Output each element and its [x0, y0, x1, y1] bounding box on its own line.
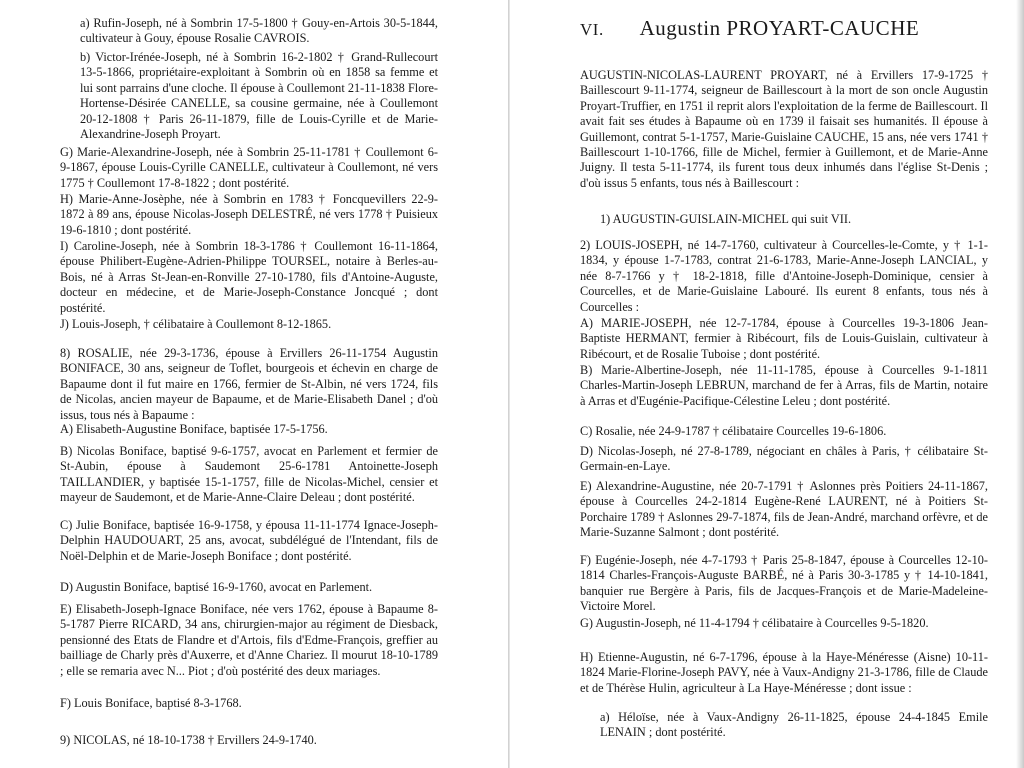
entry-i-caroline-joseph: I) Caroline-Joseph, née à Sombrin 18-3-1786 † Coullemont 16-11-1864, épouse Philibert-Eugène-Adrien-Philippe TOURSEL, notaire à Berles-au-Bois, né à Arras St-Jean-en-Ronville 27-10-1780, fils d'Antoine-Auguste, docteur en médecine, et de Marie-Joseph-Constance Joncqué ; dont postérité.	[60, 239, 438, 315]
chapter-number: VI.	[580, 20, 604, 39]
left-page	[0, 0, 508, 768]
entry-a-elisabeth-augustine: A) Elisabeth-Augustine Boniface, baptisée 17-5-1756.	[60, 422, 328, 436]
entry-h-marie-anne-josephe: H) Marie-Anne-Josèphe, née à Sombrin en 1783 † Foncquevillers 22-9-1872 à 89 ans, épouse Nicolas-Joseph DELESTRÉ, né vers 1778 † Puisieux 19-6-1810 ; dont postérité.	[60, 192, 438, 237]
entry-h-etienne-augustin: H) Etienne-Augustin, né 6-7-1796, épouse à la Haye-Ménéresse (Aisne) 10-11-1824 Marie-Florine-Joseph PAVY, née à Vaux-Andigny 21-3-1786, fille de Claude et de Thérèse Hulin, agriculteur à La Haye-Ménéresse ; dont issue :	[580, 650, 988, 695]
entry-e-alexandrine-augustine: E) Alexandrine-Augustine, née 20-7-1791 † Aslonnes près Poitiers 24-11-1867, épouse à Courcelles 24-2-1814 Eugène-René LAURENT, né à Poitiers St-Porchaire 1789 † Aslonnes 29-7-1874, fils de Jean-André, marchand orfèvre, et de Marie-Suzanne Salmont ; dont postérité.	[580, 479, 988, 540]
entry-8-rosalie: 8) ROSALIE, née 29-3-1736, épouse à Ervillers 26-11-1754 Augustin BONIFACE, 30 ans, seigneur de Toflet, bourgeois et échevin en charge de Bapaume dont il fut maire en 1766, fermier de St-Albin, né vers 1724, fils de Nicolas, ancien mayeur de Bapaume, et de Marie-Elisabeth Danel ; d'où issus, tous nés à Bapaume :	[60, 346, 438, 422]
page-edge-shadow	[1016, 0, 1024, 768]
right-page	[510, 0, 1024, 768]
entry-f-louis-boniface: F) Louis Boniface, baptisé 8-3-1768.	[60, 696, 242, 710]
entry-b-marie-albertine-joseph: B) Marie-Albertine-Joseph, née 11-11-1785, épouse à Courcelles 9-1-1811 Charles-Martin-Joseph LEBRUN, marchand de fer à Arras, fils de Martin, notaire à Arras et d'Eugénie-Pacifique-Célestine Leleu ; dont postérité.	[580, 363, 988, 408]
entry-d-augustin-boniface: D) Augustin Boniface, baptisé 16-9-1760, avocat en Parlement.	[60, 580, 373, 594]
entry-j-louis-joseph: J) Louis-Joseph, † célibataire à Coullemont 8-12-1865.	[60, 317, 332, 331]
entry-e-elisabeth-joseph-ignace: E) Elisabeth-Joseph-Ignace Boniface, née vers 1762, épouse à Bapaume 8-5-1787 Pierre RICARD, 34 ans, chirurgien-major au régiment de Diesback, pensionné des Etats de Flandre et d'Artois, fils d'Edme-François, greffier au bailliage de Charly près d'Auxerre, et d'Anne Chariez. Il mourut 18-10-1789 ; elle se remaria avec N... Piot ; d'où postérité des deux mariages.	[60, 602, 438, 678]
entry-a-marie-joseph: A) MARIE-JOSEPH, née 12-7-1784, épouse à Courcelles 19-3-1806 Jean-Baptiste HERMANT, fermier à Ribécourt, fils de Louis-Guislain, cultivateur à Ribécourt, et de Rosalie Tuboise ; dont postérité.	[580, 316, 988, 361]
entry-1-augustin-guislain-michel: 1) AUGUSTIN-GUISLAIN-MICHEL qui suit VII.	[600, 212, 852, 226]
entry-d-nicolas-joseph: D) Nicolas-Joseph, né 27-8-1789, négociant en châles à Paris, † célibataire St-Germain-en-Laye.	[580, 444, 988, 474]
entry-augustin-nicolas-laurent: AUGUSTIN-NICOLAS-LAURENT PROYART, né à Ervillers 17-9-1725 † Baillescourt 9-11-1774, seigneur de Baillescourt à la mort de son oncle Augustin Proyart-Truffier, en 1751 il reprit alors l'exploitation de la ferme de Baillescourt. Il avait fait ses études à Bapaume où en 1739 il faisait ses humanités. Il épouse à Guillemont, contrat 5-1-1757, Marie-Guislaine CAUCHE, 15 ans, née vers 1741 † Baillescourt 1-10-1766, fille de Michel, fermier à Guillemont, et de Marie-Anne Juigny. Il testa 5-11-1774, ils furent tous deux inhumés dans l'église St-Denis ; d'où issus 5 enfants, tous nés à Baillescourt :	[580, 68, 988, 190]
entry-c-rosalie: C) Rosalie, née 24-9-1787 † célibataire Courcelles 19-6-1806.	[580, 424, 887, 438]
entry-b-nicolas-boniface: B) Nicolas Boniface, baptisé 9-6-1757, avocat en Parlement et fermier de St-Aubin, épouse à Saudemont 25-6-1781 Antoinette-Joseph TAILLANDIER, y baptisée 15-1-1757, fille de Nicolas-Michel, censier et mayeur de Saudemont, et de Marie-Anne-Claire Deleau ; dont postérité.	[60, 444, 438, 505]
entry-f-eugenie-joseph: F) Eugénie-Joseph, née 4-7-1793 † Paris 25-8-1847, épouse à Courcelles 12-10-1814 Charles-François-Auguste BARBÉ, né à Paris 30-3-1785 y † 14-10-1841, banquier rue Bergère à Paris, fils de Jacques-François et de Marie-Madeleine-Victoire Morel.	[580, 553, 988, 614]
entry-2-louis-joseph: 2) LOUIS-JOSEPH, né 14-7-1760, cultivateur à Courcelles-le-Comte, y † 1-1-1834, y épouse 1-7-1783, contrat 21-6-1783, Marie-Anne-Joseph LANCIAL, y née 8-7-1766 y † 18-2-1818, fille d'Antoine-Joseph-Dominique, censier à Courcelles, et de Marie-Guislaine Labouré. Ils eurent 8 enfants, tous nés à Courcelles :	[580, 238, 988, 314]
entry-victor-irenee-joseph: b) Victor-Irénée-Joseph, né à Sombrin 16-2-1802 † Grand-Rullecourt 13-5-1866, propriétaire-exploitant à Sombrin où en 1858 sa femme et lui sont parrains d'une cloche. Il épouse à Coullemont 21-11-1838 Flore-Hortense-Désirée CANELLE, sa cousine germaine, née à Coullemont 20-12-1808 † Paris 26-11-1879, fille de Louis-Cyrille et de Marie-Alexandrine-Joseph Proyart.	[80, 50, 438, 142]
entry-9-nicolas: 9) NICOLAS, né 18-10-1738 † Ervillers 24-9-1740.	[60, 733, 317, 747]
chapter-heading	[580, 16, 1000, 41]
entry-g-marie-alexandrine-joseph: G) Marie-Alexandrine-Joseph, née à Sombrin 25-11-1781 † Coullemont 6-9-1867, épouse Louis-Cyrille CANELLE, cultivateur à Coullemont, né vers 1775 † Coullemont 17-8-1822 ; dont postérité.	[60, 145, 438, 190]
entry-g-augustin-joseph: G) Augustin-Joseph, né 11-4-1794 † célibataire à Courcelles 9-5-1820.	[580, 616, 929, 630]
entry-rufin-joseph: a) Rufin-Joseph, né à Sombrin 17-5-1800 † Gouy-en-Artois 30-5-1844, cultivateur à Gouy, épouse Rosalie CAVROIS.	[80, 16, 438, 46]
chapter-title: Augustin PROYART-CAUCHE	[639, 16, 920, 40]
entry-a-heloise: a) Héloïse, née à Vaux-Andigny 26-11-1825, épouse 24-4-1845 Emile LENAIN ; dont postérité.	[600, 710, 988, 740]
entry-c-julie-boniface: C) Julie Boniface, baptisée 16-9-1758, y épousa 11-11-1774 Ignace-Joseph-Delphin HAUDOUART, 25 ans, avocat, subdélégué de l'Intendant, fils de Noël-Delphin et de Marie-Joseph Boniface ; dont postérité.	[60, 518, 438, 563]
